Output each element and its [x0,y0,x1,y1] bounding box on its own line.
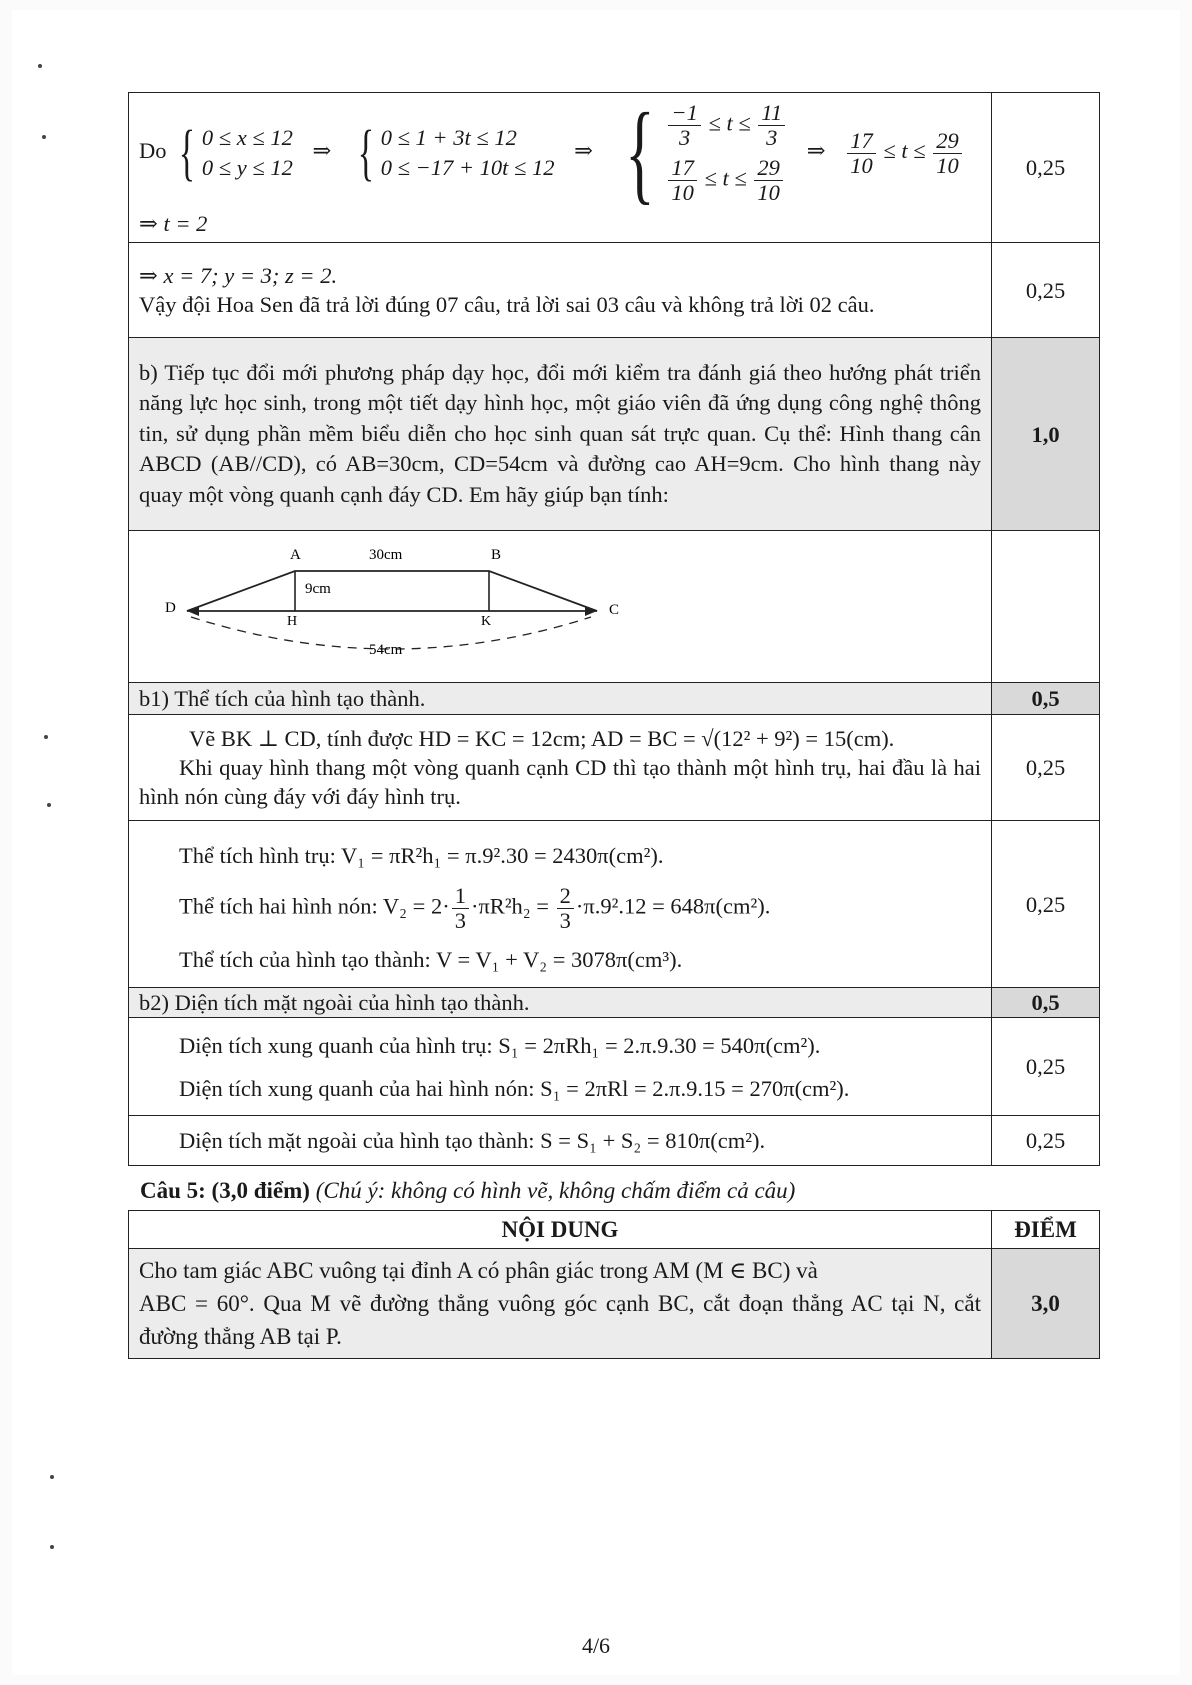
b2-title: b2) Diện tích mặt ngoài của hình tạo thành. [129,988,992,1018]
system-xy: { 0 ≤ x ≤ 12 0 ≤ y ≤ 12 [178,119,293,187]
question5-table [128,1210,1100,1359]
row-conclusion [129,243,1100,338]
score-cell: 0,25 [992,93,1100,243]
implies-arrow: ⇒ [312,138,332,164]
label-a: A [290,547,301,563]
conclusion-text: Vậy đội Hoa Sen đã trả lời đúng 07 câu, trả lời sai 03 câu và không trả lời 02 câu. [139,292,875,317]
row-figure [129,531,1100,683]
score-cell: 0,25 [992,1018,1100,1116]
scan-speck [42,135,46,139]
label-h: H [287,614,298,629]
scan-speck [50,1475,54,1479]
figure-cell [129,531,992,683]
area-total: Diện tích mặt ngoài của hình tạo thành: S = S₁ + S₂ = 810π(cm²). [129,1116,992,1166]
volume-cylinder: Thể tích hình trụ: V₁ = πR²h₁ = π.9².30 = 2430π(cm²). [179,842,664,868]
b1-title: b1) Thể tích của hình tạo thành. [129,683,992,715]
label-ab: 30cm [369,547,403,563]
score-cell: 0,25 [992,243,1100,338]
b2-area-cell [129,1018,992,1116]
row-b1-volumes [129,821,1100,988]
header-content: NỘI DUNG [129,1211,992,1249]
conclusion-cell [129,243,992,338]
do-label: Do [139,138,167,164]
t-interval: $\frac{17}{10}$ ≤ t ≤ $\frac{29}{10}$ ⇒ t = 2 [139,138,964,236]
q5-problem-cell [129,1249,992,1359]
score-cell: 0,5 [992,988,1100,1018]
b1-volume-cell [129,821,992,988]
q5-problem-line2: ABC = 60°. Qua M vẽ đường thẳng vuông góc cạnh BC, cắt đoạn thẳng AC tại N, cắt đường thẳng AB tại P. [139,1291,981,1349]
scan-speck [38,64,42,68]
implies-arrow: ⇒ [574,138,594,164]
score-cell: 0,25 [992,1116,1100,1166]
arrow-d [187,606,199,616]
score-cell: 0,5 [992,683,1100,715]
trapezoid-abcd [187,571,597,611]
b1-part1-cell [129,715,992,821]
implies-arrow: ⇒ [806,138,826,164]
row-b2-areas [129,1018,1100,1116]
score-cell: 3,0 [992,1249,1100,1359]
xyz-result: ⇒ x = 7; y = 3; z = 2. [139,263,338,288]
label-b: B [491,547,502,563]
volume-total: Thể tích của hình tạo thành: V = V₁ + V₂ = 3078π(cm³). [179,946,683,972]
row-inequality-system [129,93,1100,243]
scan-speck [47,803,51,807]
trapezoid-figure [129,531,991,675]
area-cylinder: Diện tích xung quanh của hình trụ: S₁ = 2πRh₁ = 2.π.9.30 = 540π(cm²). [179,1032,821,1058]
q5-problem-row [129,1249,1100,1359]
score-cell: 0,25 [992,821,1100,988]
label-ah: 9cm [305,581,331,597]
solution-table [128,92,1100,1166]
volume-cones: Thể tích hai hình nón: V₂ = 2· $\frac{1}{3}$ ·πR²h₂ = $\frac{2}{3}$ ·π.9².12 = 648π(cm²). [179,882,771,933]
arrow-c [585,606,597,616]
score-cell-empty [992,531,1100,683]
label-k: K [481,614,492,629]
t-result: ⇒ t = 2 [139,211,208,236]
score-cell: 0,25 [992,715,1100,821]
row-problem-b [129,338,1100,531]
row-b2-title [129,988,1100,1018]
scan-speck [50,1545,54,1549]
b1-line2: Khi quay hình thang một vòng quanh cạnh CD thì tạo thành một hình trụ, hai đầu là hai hình nón cùng đáy với đáy hình trụ. [139,755,981,809]
row-b1-title [129,683,1100,715]
question5-title: Câu 5: (3,0 điểm) (Chú ý: không có hình vẽ, không chấm điểm cả câu) [140,1178,796,1203]
system-t-fractions: { $\frac{-1}{3}$ ≤ t ≤ $\frac{11}{3}$ $\frac{17}{10}$ ≤ t ≤ $\frac{29}{10}$ [613,97,788,209]
b1-line1: Vẽ BK ⊥ CD, tính được HD = KC = 12cm; AD = BC = √(12² + 9²) = 15(cm). [189,726,895,751]
problem-b-text: b) Tiếp tục đổi mới phương pháp dạy học, đổi mới kiểm tra đánh giá theo hướng phát triển năng lực học sinh, trong một tiết dạy hình học, một giáo viên đã ứng dụng công nghệ thông tin, sử dụng phần mềm biểu diễn cho học sinh quan sát trực quan. Cụ thể: Hình thang cân ABCD (AB//CD), có AB=30cm, CD=54cm và đường cao AH=9cm. Cho hình thang này quay một vòng quanh cạnh đáy CD. Em hãy giúp bạn tính: [129,338,992,531]
page-number: 4/6 [581,1633,611,1658]
label-cd: 54cm [369,642,403,658]
system-t: { 0 ≤ 1 + 3t ≤ 12 0 ≤ −17 + 10t ≤ 12 [357,119,555,187]
label-c: C [609,602,620,618]
row-b2-total [129,1116,1100,1166]
q5-header-row [129,1211,1100,1249]
inequality-cell [129,93,992,243]
score-cell: 1,0 [992,338,1100,531]
q5-problem-line1: Cho tam giác ABC vuông tại đỉnh A có phân giác trong AM (M ∈ BC) và [139,1258,818,1283]
row-b1-part1 [129,715,1100,821]
area-cones: Diện tích xung quanh của hai hình nón: S₁ = 2πRl = 2.π.9.15 = 270π(cm²). [179,1075,850,1101]
header-score: ĐIỂM [992,1211,1100,1249]
label-d: D [165,600,176,616]
scan-speck [44,735,48,739]
